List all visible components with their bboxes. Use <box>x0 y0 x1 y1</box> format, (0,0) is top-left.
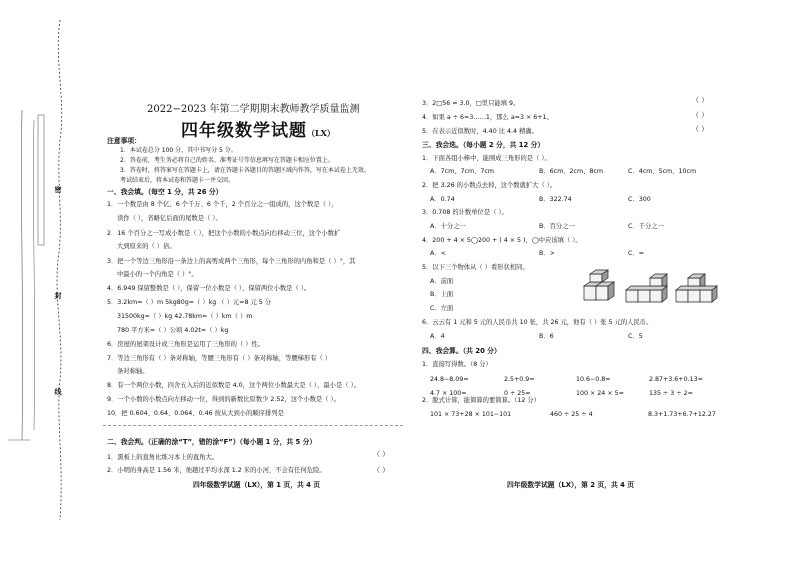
choice-q2-opt-c[interactable]: C．300 <box>628 196 651 203</box>
choice-q4-opt-a[interactable]: A．< <box>430 250 446 257</box>
fill-q10: 10．把 0.604、0.64、0.064、0.46 按从大到小的顺序排列是 <box>107 410 284 417</box>
choice-q3-opt-b[interactable]: B．百分之一 <box>539 223 575 230</box>
fill-q7-line1: 7．等边三角形有（ ）条对称轴，等腰三角形有（ ）条对称轴，等腰梯形有（ ） <box>107 355 332 362</box>
fill-q5-line1: 5．3.2km=（ ）m 5kg80g=（ ）kg （ ）元=8 元 5 分 <box>107 299 272 306</box>
calc-item: 4.7 × 100= <box>430 390 467 397</box>
section-3-heading: 三、我会选。（每小题 2 分，共 12 分） <box>422 141 545 149</box>
answer-paren-judge-5[interactable]: （ ） <box>692 125 709 133</box>
binding-line <box>0 0 80 561</box>
seal-mark-2: 封 <box>54 292 62 299</box>
seal-mark-3: 线 <box>54 388 62 395</box>
choice-q6-opt-b[interactable]: B．6 <box>539 333 554 340</box>
fill-q7-line2: 条对称轴。 <box>117 368 149 375</box>
choice-q2-opt-b[interactable]: B．322.74 <box>539 196 572 203</box>
note-4: 考试结束后，将本试卷和答题卡一并交回。 <box>120 177 235 184</box>
answer-paren-judge-2[interactable]: （ ） <box>373 466 390 474</box>
calc-2-heading: 2．脱式计算，能简算的要简算。（12 分） <box>422 397 540 404</box>
seal-mark: 密 <box>54 186 62 193</box>
right-page-footer: 四年级数学试题（LX），第 2 页，共 4 页 <box>507 481 635 489</box>
choice-q2-opt-a[interactable]: A．0.74 <box>430 196 455 203</box>
choice-q4: 4．200 + 4 × 5◯200 + ( 4 × 5 )，◯中应该填（ ）。 <box>422 237 582 244</box>
judge-q2: 2．小明的身高是 1.56 米，他趟过平均水深 1.2 米的小河，不会有任何危险。 <box>107 467 326 474</box>
calc-item: 100 × 24 × 5= <box>576 390 624 397</box>
fill-q2-line2: 大到原来的（ ）倍。 <box>117 243 176 250</box>
choice-q6-opt-a[interactable]: A．4 <box>430 333 445 340</box>
choice-q5: 5．以下三个物体从（ ）看形状相同。 <box>422 264 529 271</box>
fill-q2-line1: 2．16 个百分之一写成小数是（ ），把这个小数的小数点向右移动三位，这个小数扩 <box>107 230 341 237</box>
choice-q1-opt-c[interactable]: C．4cm、5cm、10cm <box>628 168 697 175</box>
fill-q5-line2: 31500kg=（ ）kg 42.78km=（ ）km（ ）m <box>117 313 253 320</box>
choice-q1-opt-a[interactable]: A．7cm、7cm、7cm <box>430 168 495 175</box>
fill-q4: 4．6.949 保留整数是（ ），保留一位小数是（ ），保留两位小数是（ ）。 <box>107 285 311 292</box>
judge-q5: 5．在表示近似数时，4.40 比 4.4 精确。 <box>422 128 538 135</box>
choice-q5-opt-a[interactable]: A．前面 <box>430 278 454 285</box>
calc-item: 0 ÷ 25= <box>504 390 531 397</box>
section-1-heading: 一、我会填。（每空 1 分，共 26 分） <box>107 188 223 196</box>
calc-1-heading: 1．直接写得数。（8 分） <box>422 361 492 368</box>
answer-paren-judge-4[interactable]: （ ） <box>692 111 709 119</box>
fill-q1-line1: 1．一个数是由 8 个亿、6 个千万、6 个千，2 个百分之一组成的，这个数是（ ）， <box>107 201 338 208</box>
divider-line <box>103 425 403 426</box>
choice-q6-opt-c[interactable]: C．5 <box>628 333 643 340</box>
answer-paren-judge-3[interactable]: （ ） <box>692 96 709 104</box>
fill-q3-line2: 中最小的一个内角是（ ）°。 <box>117 271 198 278</box>
calc-item: 24.8−8.09= <box>430 376 469 383</box>
fill-q1-line2: 读作（ ），省略亿后面的尾数是（ ）。 <box>117 215 222 222</box>
left-page-footer: 四年级数学试题（LX），第 1 页，共 4 页 <box>193 481 321 489</box>
judge-q1: 1．黑板上的直角比练习本上的直角大。 <box>107 454 219 461</box>
section-2-heading: 二、我会判。（正确的涂“T”，错的涂“F”）（每小题 1 分，共 5 分） <box>107 438 317 446</box>
fill-q5-line3: 780 平方米=（ ）公顷 4.02t=（ ）kg <box>117 327 229 334</box>
choice-q4-opt-c[interactable]: C．= <box>628 250 644 257</box>
calc-item: 2.5+0.9= <box>504 376 535 383</box>
cube-figure-1 <box>582 272 618 304</box>
note-1: 1．本试卷总分 100 分，其中书写分 5 分。 <box>120 147 237 154</box>
note-3: 3．答卷时，将答案写在答题卡上，请在答题卡各题目的答题区域内作答，写在本试卷上无效。 <box>120 167 370 174</box>
fill-q3-line1: 3．把一个等边三角形沿一条边上的高剪成两个三角形，每个三角形的内角和是（ ）°，其 <box>107 258 356 265</box>
calc-item: 2.87+3.6+0.13= <box>649 376 703 383</box>
choice-q1-opt-b[interactable]: B．6cm、2cm、8cm <box>539 168 604 175</box>
paper-title <box>181 116 335 141</box>
calc-2-item-3: 8.3+1.73+6.7+12.27 <box>648 411 716 418</box>
notes-heading: 注意事项： <box>107 137 141 145</box>
calc-2-item-2: 460 ÷ 25 ÷ 4 <box>550 411 593 418</box>
section-4-heading: 四、我会算。（共 20 分） <box>422 347 501 355</box>
note-2: 2．答卷前，考生务必将自己的姓名、准考证号等信息填写在答题卡相应位置上。 <box>120 157 334 164</box>
choice-q6: 6．云云有 1 元和 5 元的人民币共 10 张，共 26 元，他有（ ）张 5 元的人民币。 <box>422 319 653 326</box>
choice-q5-opt-b[interactable]: B．上面 <box>430 291 454 298</box>
cube-figure-3 <box>674 276 718 306</box>
calc-item: 135 ÷ 3 ÷ 2= <box>649 390 693 397</box>
judge-q4: 4．如果 a ÷ 6=3……1，那么 a=3 × 6+1。 <box>422 114 553 121</box>
exam-title: 2022−2023 年第二学期期末教师教学质量监测 <box>147 104 360 115</box>
choice-q4-opt-b[interactable]: B．> <box>539 250 555 257</box>
cube-figure-2 <box>624 278 668 306</box>
judge-q3: 3．2□56 ≈ 3.0，□里只能填 9。 <box>422 100 520 107</box>
paper-title-text: 四年级数学试题 <box>181 121 307 141</box>
choice-q3-opt-c[interactable]: C．千分之一 <box>628 223 664 230</box>
calc-item: 10.6−0.8= <box>576 376 611 383</box>
choice-q3: 3．0.708 的计数单位是（ ）。 <box>422 209 508 216</box>
choice-q2: 2．把 3.26 的小数点去掉，这个数就扩大（ ）。 <box>422 182 557 189</box>
answer-paren-judge-1[interactable]: （ ） <box>373 450 390 458</box>
fill-q8: 8．有一个两位小数，四舍五入后的近似数是 4.0，这个两位小数最大是（ ），最小是（ ）。 <box>107 382 361 389</box>
fill-q9: 9．一个小数的小数点向左移动一位，得到的新数比原数少 2.52，这个小数是（ ）。 <box>107 396 340 403</box>
paper-code: （LX） <box>307 128 335 138</box>
choice-q3-opt-a[interactable]: A．十分之一 <box>430 223 466 230</box>
calc-2-item-1: 101 × 73+28 × 101−101 <box>430 411 512 418</box>
choice-q1: 1．下面各组小棒中，能围成三角形的是（ ）。 <box>422 155 551 162</box>
fill-q6: 6．房屋的屋架设计成三角形是运用了三角形的（ ）性。 <box>107 341 265 348</box>
choice-q5-opt-c[interactable]: C．左面 <box>430 305 454 312</box>
